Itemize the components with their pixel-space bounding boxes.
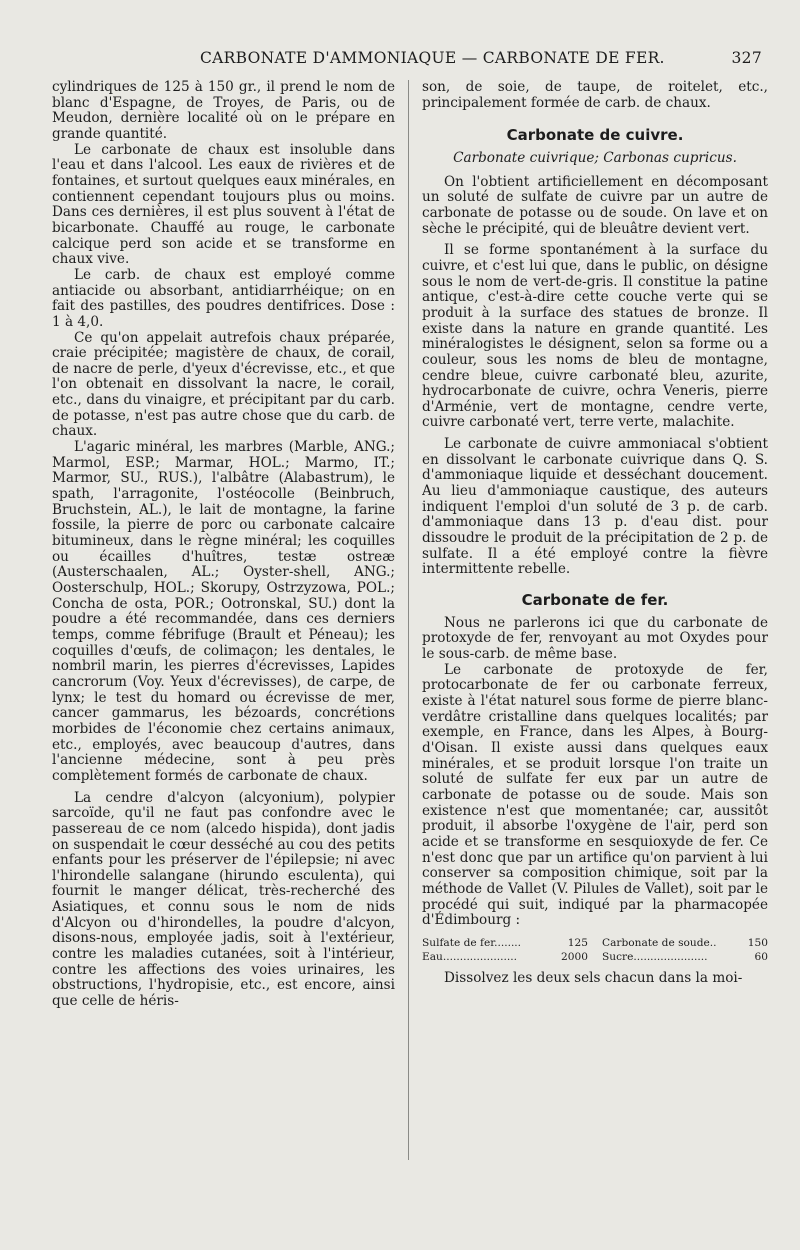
recipe-table	[422, 936, 768, 964]
recipe-quantity: 125	[567, 936, 588, 949]
paragraph: On l'obtient artificiellement en décomposant un soluté de sulfate de cuivre par un autre de carbonate de potasse ou de soude. On lave et on sèche le précipité, qui de bleuâtre devient vert.	[422, 173, 768, 237]
recipe-row	[422, 950, 588, 964]
paragraph: Ce qu'on appelait autrefois chaux préparée, craie précipitée; magistère de chaux, de corail, de nacre de perle, d'yeux d'écrevisse, etc., et que l'on obtenait en dissolvant la nacre, le corail, etc., dans du vinaigre, et précipitant par du carb. de potasse, n'est pas autre chose que du carb. de chaux.	[52, 329, 395, 440]
recipe-ingredient: Eau......................	[422, 950, 517, 963]
recipe-row	[422, 936, 588, 950]
recipe-quantity: 150	[747, 936, 768, 949]
recipe-quantity: 60	[754, 950, 768, 963]
paragraph: Le carb. de chaux est employé comme antiacide ou absorbant, antidiarrhéique; on en fait des pastilles, des poudres dentifrices. Dose : 1 à 4,0.	[52, 266, 395, 330]
running-head	[0, 49, 800, 73]
recipe-quantity: 2000	[561, 950, 588, 963]
paragraph: Nous ne parlerons ici que du carbonate de protoxyde de fer, renvoyant au mot Oxydes pour le sous-carb. de même base.	[422, 614, 768, 662]
recipe-row	[602, 950, 768, 964]
section-heading-cuivre: Carbonate de cuivre.	[506, 126, 684, 145]
column-divider	[408, 80, 409, 1160]
running-title: CARBONATE D'AMMONIAQUE — CARBONATE DE FER.	[200, 49, 665, 67]
paragraph: Le carbonate de cuivre ammoniacal s'obtient en dissolvant le carbonate cuivrique dans Q. S. d'ammoniaque liquide et desséchant doucement. Au lieu d'ammoniaque caustique, des auteurs indiquent l'emploi d'un soluté de 3 p. de carb. d'ammoniaque dans 13 p. d'eau dist. pour dissoudre le produit de la précipitation de 2 p. de sulfate. Il a été employé contre la fièvre intermittente rebelle.	[422, 436, 768, 578]
recipe-row	[602, 936, 768, 950]
recipe-ingredient: Carbonate de soude..	[602, 936, 717, 949]
section-heading-fer: Carbonate de fer.	[521, 591, 669, 610]
paragraph: Le carbonate de protoxyde de fer, protocarbonate de fer ou carbonate ferreux, existe à l'état naturel sous forme de pierre blanc-verdâtre cristalline dans quelques localités; par exemple, en France, dans les Alpes, à Bourg-d'Oisan. Il existe aussi dans quelques eaux minérales, et se produit lorsque l'on traite un soluté de sulfate fer eux par un autre de carbonate de potasse ou de soude. Mais son existence n'est que momentanée; car, aussitôt produit, il absorbe l'oxygène de l'air, perd son acide et se transforme en sesquioxyde de fer. Ce n'est donc que par un artifice qu'on parvient à lui conserver sa composition chimique, soit par la méthode de Vallet (V. Pilules de Vallet), soit par le procédé qui suit, indiqué par la pharmacopée d'Édimbourg :	[422, 661, 768, 929]
paragraph: La cendre d'alcyon (alcyonium), polypier sarcoïde, qu'il ne faut pas confondre avec le passereau de ce nom (alcedo hispida), dont jadis on suspendait le cœur desséché au cou des petits enfants pour les préserver de l'épilepsie; ni avec l'hirondelle salangane (hirundo esculenta), qui fournit le manger délicat, très-recherché des Asiatiques, et connu sous le nom de nids d'Alcyon ou d'hirondelles, la poudre d'alcyon, disons-nous, employée jadis, soit à l'extérieur, contre les maladies cutanées, soit à l'intérieur, contre les affections des voies urinaires, les obstructions, l'hydropisie, etc., est encore, ainsi que celle de héris-	[52, 789, 395, 1010]
page-number: 327	[731, 49, 762, 67]
paragraph: Le carbonate de chaux est insoluble dans l'eau et dans l'alcool. Les eaux de rivières et de fontaines, et surtout quelques eaux minérales, en contiennent cependant toujours plus ou moins. Dans ces dernières, il est plus souvent à l'état de bicarbonate. Chauffé au rouge, le carbonate calcique perd son acide et se transforme en chaux vive.	[52, 141, 395, 268]
paragraph: Dissolvez les deux sels chacun dans la moi-	[444, 969, 743, 986]
recipe-ingredient: Sulfate de fer........	[422, 936, 522, 949]
paragraph: Il se forme spontanément à la surface du cuivre, et c'est lui que, dans le public, on désigne sous le nom de vert-de-gris. Il constitue la patine antique, c'est-à-dire cette couche verte qui se produit à la surface des statues de bronze. Il existe dans la nature en grande quantité. Les minéralogistes le désignent, selon sa forme ou a couleur, sous les noms de bleu de montagne, cendre bleue, cuivre carbonaté bleu, azurite, hydrocarbonate de cuivre, ochra Veneris, pierre d'Arménie, vert de montagne, cendre verte, cuivre carbonaté vert, terre verte, malachite.	[422, 242, 768, 431]
right-column	[422, 80, 768, 1230]
paragraph: L'agaric minéral, les marbres (Marble, ANG.; Marmol, ESP.; Marmar, HOL.; Marmo, IT.; Marmor, SU., RUS.), l'albâtre (Alabastrum), le spath, l'arragonite, l'ostéocolle (Beinbruch, Bruchstein, AL.), le lait de montagne, la farine fossile, la pierre de porc ou carbonate calcaire bitumineux, dans le règne minéral; les coquilles ou écailles d'huîtres, testæ ostreæ (Austerschaalen, AL.; Oyster-shell, ANG.; Oosterschulp, HOL.; Skorupy, Ostrzyzowa, POL.; Concha de osta, POR.; Ootronskal, SU.) dont la poudre a été recommandée, dans ces derniers temps, comme fébrifuge (Brault et Péneau); les coquilles d'œufs, de colimaçon; les dentales, le nombril marin, les pierres d'écrevisses, Lapides cancrorum (Voy. Yeux d'écrevisses), de carpe, de lynx; le test du homard ou écrevisse de mer, cancer gammarus, les bézoards, concrétions morbides de l'économie chez certains animaux, etc., employés, avec beaucoup d'autres, dans l'ancienne médecine, sont à peu près complètement formés de carbonate de chaux.	[52, 439, 395, 784]
paragraph: son, de soie, de taupe, de roitelet, etc., principalement formée de carb. de chaux.	[422, 80, 768, 111]
section-subtitle-cuivre: Carbonate cuivrique; Carbonas cupricus.	[453, 149, 737, 166]
left-column	[52, 80, 395, 1230]
recipe-ingredient: Sucre......................	[602, 950, 708, 963]
paragraph: cylindriques de 125 à 150 gr., il prend le nom de blanc d'Espagne, de Troyes, de Paris, ou de Meudon, dernière localité où on le prépare en grande quantité.	[52, 80, 395, 142]
